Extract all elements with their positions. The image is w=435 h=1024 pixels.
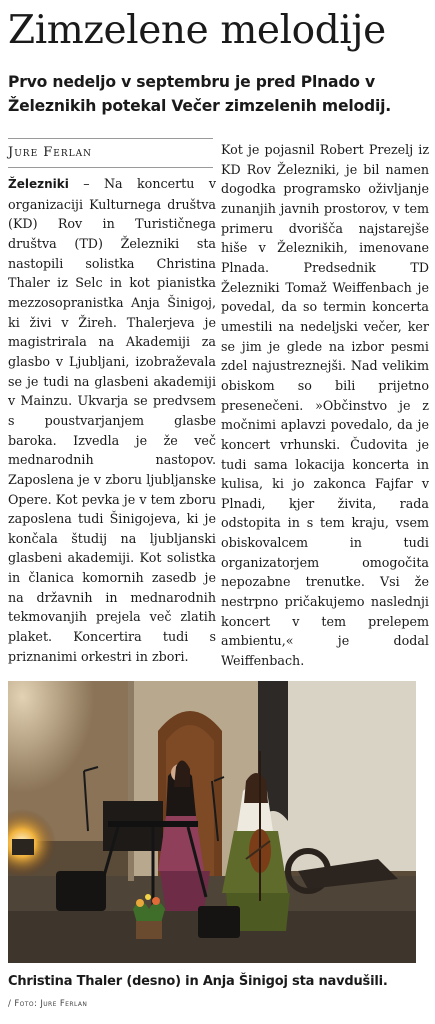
article-dateline: Železniki <box>8 177 69 191</box>
article-column-left <box>8 174 216 666</box>
right-column-text: Kot je pojasnil Robert Prezelj iz KD Rov Železniki, je bil namen dogodka programsko oživljanje zunanjih javnih prostorov, v tem primeru dvorišča najstarejše hiše v Železnikih, imenovane Plnada. Predsednik TD Železniki Tomaž Weiffenbach je povedal, da so termin koncerta umestili na nedeljski večer, ker se jim je glede na izbor pesmi zdel najustreznejši. Nad velikim obiskom so bili prijetno presenečeni. »Občinstvo je z močnimi aplavzi povedalo, da je koncert vrhunski. Čudovita je tudi sama lokacija koncerta in kulisa, ki jo zakonca Fajfar v Plnadi, kjer živita, rada odstopita in s tem kraju, vsem obiskovalcem in tudi organizatorjem omogočita nepozabne trenutke. Vsi že nestrpno pričakujemo naslednji koncert v tem prelepem ambientu,« je dodal Weiffenbach. <box>221 142 429 669</box>
concert-photo <box>8 681 416 963</box>
article-byline: Jure Ferlan <box>8 138 213 168</box>
photo-credit: / Foto: Jure Ferlan <box>8 999 88 1009</box>
left-column-text: – Na koncertu v organizaciji Kulturnega društva (KD) Rov in Turističnega društva (TD) Železniki sta nastopili solistka Christina Thaler iz Selc in kot pianistka mezzosopranistka Anja Šinigoj, ki živi v Žireh. Thalerjeva je magistrirala na Akademiji za glasbo v Ljubljani, izobraževala se je tudi na glasbeni akademiji v Mainzu. Ukvarja se predvsem s poustvarjanjem glasbe baroka. Izvedla je že več mednarodnih nastopov. Zaposlena je v zboru ljubljanske Opere. Kot pevka je v tem zboru zaposlena tudi Šinigojeva, ki je končala študij na ljubljanski glasbeni akademiji. Kot solistka in članica komornih zasedb je na državnih in mednarodnih tekmovanjih prejela več zlatih plaket. Koncertira tudi s priznanimi orkestri in zbori. <box>8 176 216 664</box>
article-headline: Zimzelene melodije <box>8 8 386 53</box>
photo-caption: Christina Thaler (desno) in Anja Šinigoj sta navdušili. <box>8 974 388 989</box>
article-lead: Prvo nedeljo v septembru je pred Plnado v Železnikih potekal Večer zimzelenih melodij. <box>8 73 391 115</box>
article-column-right <box>221 140 429 671</box>
